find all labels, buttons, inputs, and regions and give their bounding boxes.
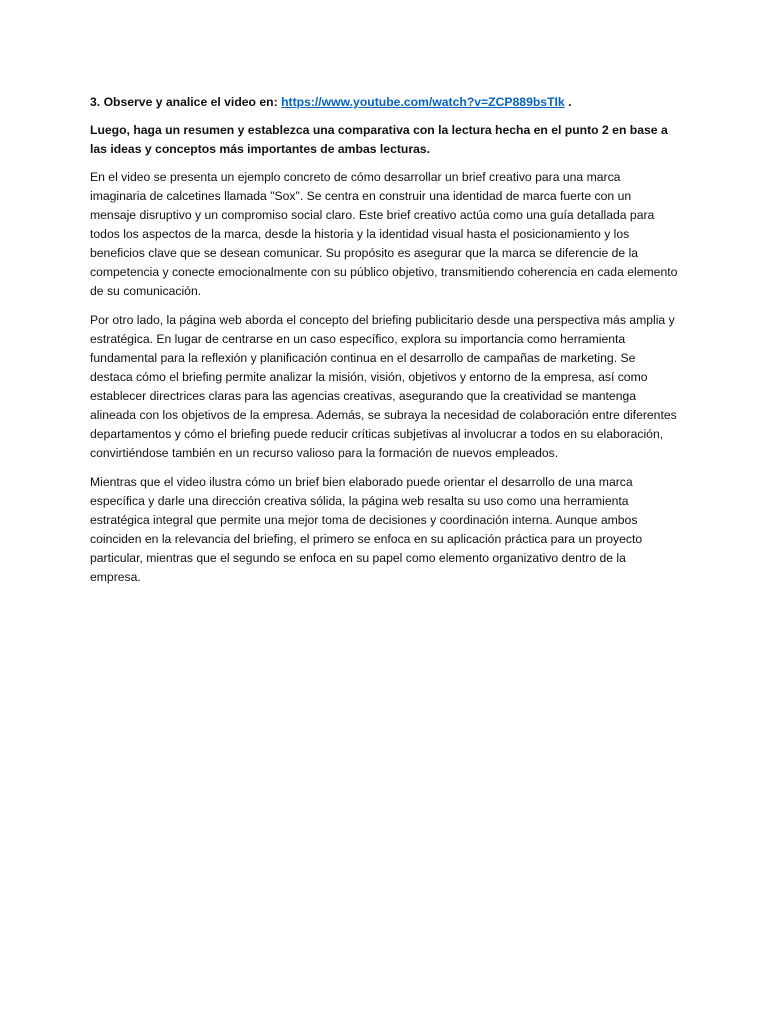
document-page	[90, 93, 680, 597]
question-line	[90, 93, 680, 111]
paragraph-web-summary: Por otro lado, la página web aborda el concepto del briefing publicitario desde una perspectiva más amplia y estratégica. En lugar de centrarse en un caso específico, explora su importancia como herramienta fundamental para la reflexión y planificación continua en el desarrollo de campañas de marketing. Se destaca cómo el briefing permite analizar la misión, visión, objetivos y entorno de la empresa, así como establecer directrices claras para las agencias creativas, asegurando que la creatividad se mantenga alineada con los objetivos de la empresa. Además, se subraya la necesidad de colaboración entre diferentes departamentos y cómo el briefing puede reducir críticas subjetivas al involucrar a todos en su elaboración, convirtiéndose también en un recurso valioso para la formación de nuevos empleados.	[90, 313, 677, 460]
paragraph-comparison: Mientras que el video ilustra cómo un brief bien elaborado puede orientar el desarrollo de una marca específica y darle una dirección creativa sólida, la página web resalta su uso como una herramienta estratégica integral que permite una mejor toma de decisiones y coordinación interna. Aunque ambos coinciden en la relevancia del briefing, el primero se enfoca en su aplicación práctica para un proyecto particular, mientras que el segundo se enfoca en su papel como elemento organizativo dentro de la empresa.	[90, 475, 643, 584]
paragraph-video-summary: En el video se presenta un ejemplo concreto de cómo desarrollar un brief creativo para una marca imaginaria de calcetines llamada "Sox". Se centra en construir una identidad de marca fuerte con un mensaje disruptivo y un compromiso social claro. Este brief creativo actúa como una guía detallada para todos los aspectos de la marca, desde la historia y la identidad visual hasta el posicionamiento y los beneficios clave que se desean comunicar. Su propósito es asegurar que la marca se diferencie de la competencia y conecte emocionalmente con su público objetivo, transmitiendo coherencia en cada elemento de su comunicación.	[90, 170, 678, 298]
video-link[interactable]: https://www.youtube.com/watch?v=ZCP889bsTIk	[281, 95, 565, 109]
question-trailing: .	[568, 95, 572, 109]
instruction-text: Luego, haga un resumen y establezca una comparativa con la lectura hecha en el punto 2 en base a las ideas y conceptos más importantes de ambas lecturas.	[90, 123, 668, 156]
question-number: 3.	[90, 95, 101, 109]
question-prompt: Observe y analice el video en:	[103, 95, 278, 109]
